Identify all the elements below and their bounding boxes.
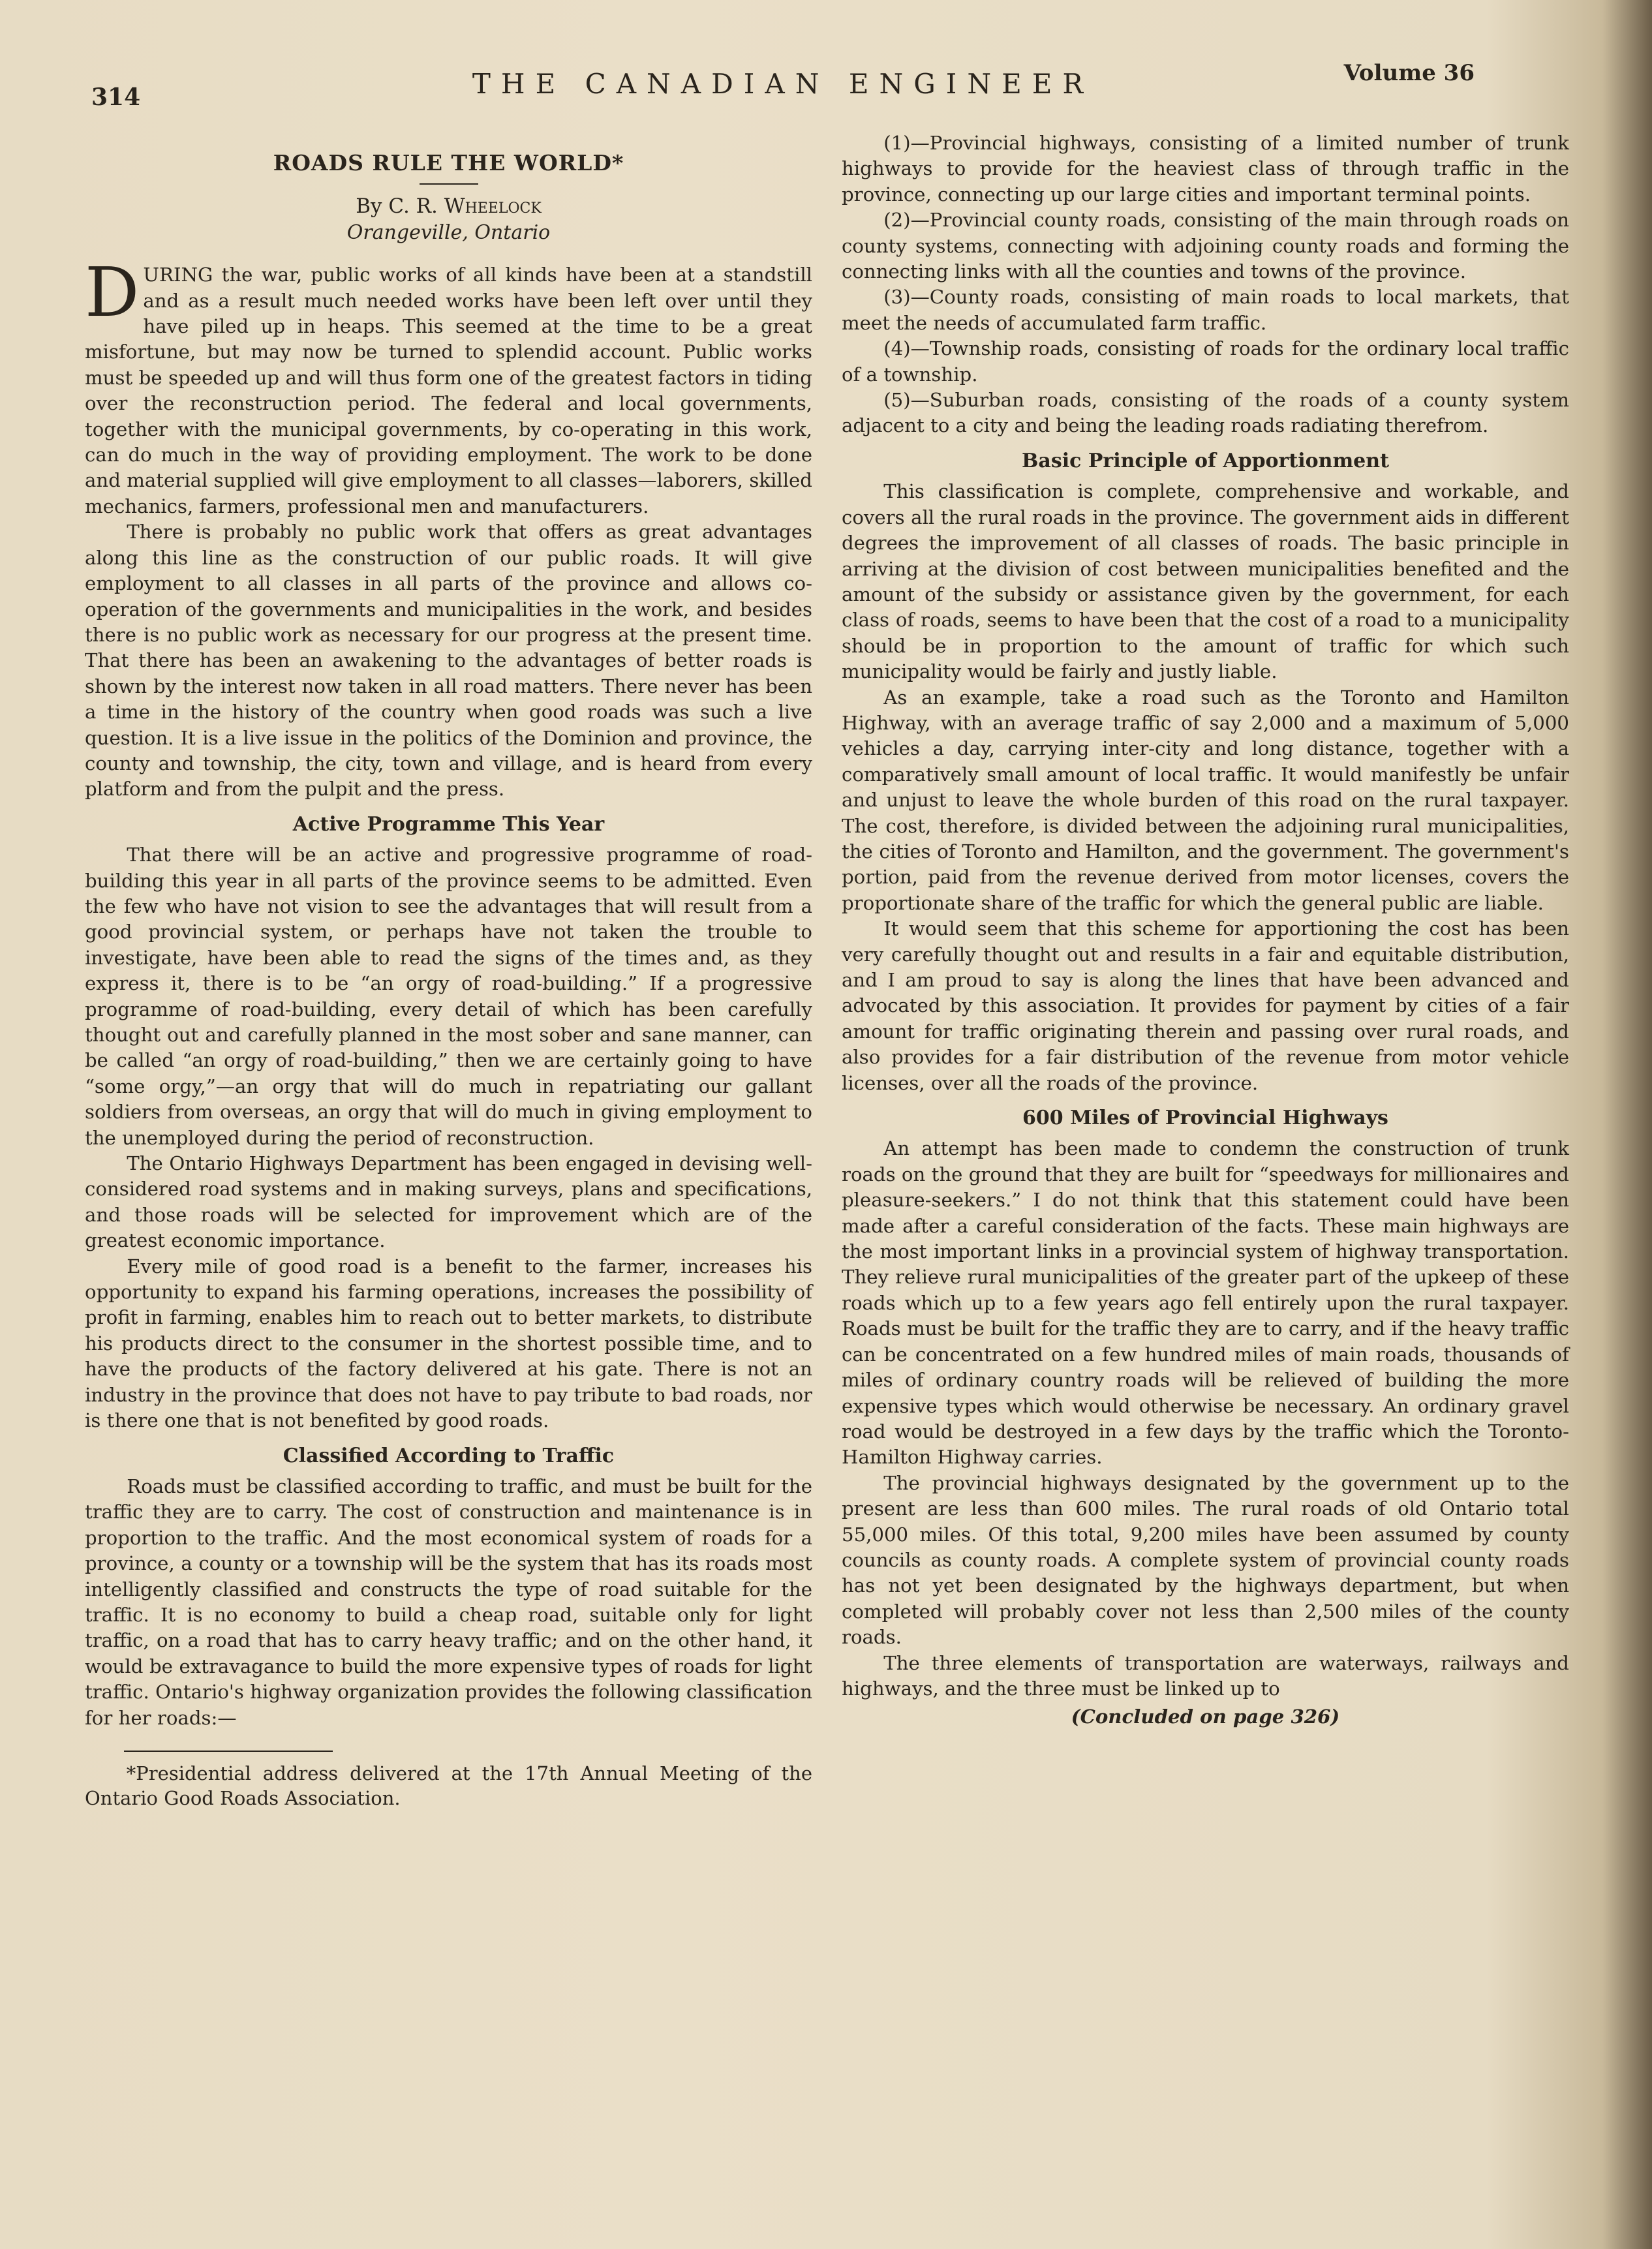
continuation-note: (Concluded on page 326) xyxy=(1071,1706,1340,1728)
page-header xyxy=(91,57,1475,110)
drop-cap: D xyxy=(85,252,140,333)
section-heading-600-miles: 600 Miles of Provincial Highways xyxy=(1022,1107,1388,1130)
section-heading-apportionment: Basic Principle of Apportionment xyxy=(1022,449,1389,472)
section1-paragraph-3: Every mile of good road is a benefit to the farmer, increases his opportunity to expand his farming operations, increases the possibility of profit in farming, enables him to reach out to better markets, to distribute his products direct to the consumer in the shortest possible time, and to have the products of the factory delivered at his gate. There is not an industry in the province that does not have to pay tribute to bad roads, nor is there one that is not benefited by good roads. xyxy=(85,1255,812,1432)
footnote: *Presidential address delivered at the 17th Annual Meeting of the Ontario Good Roads Association. xyxy=(85,1762,812,1809)
section1-paragraph-2: The Ontario Highways Department has been engaged in devising well-considered road systems and in making surveys, plans and specifications, and those roads will be selected for improvement which are of the greatest economic importance. xyxy=(85,1152,812,1252)
article-title: ROADS RULE THE WORLD* xyxy=(273,150,624,176)
title-rule xyxy=(420,183,478,185)
right-column xyxy=(842,130,1569,1730)
classification-item: (5)—Suburban roads, consisting of the roads of a county system adjacent to a city and being the leading roads radiating therefrom. xyxy=(842,389,1569,437)
left-column xyxy=(85,130,812,1811)
intro-paragraph-1 xyxy=(85,252,812,519)
section3-paragraph-1: This classification is complete, comprehensive and workable, and covers all the rural roads in the province. The government aids in different degrees the improvement of all classes of roads. The basic principle in arriving at the division of cost between municipalities benefited and the amount of the subsidy or assistance given by the government, for each class of roads, seems to have been that the cost of a road to a municipality should be in proportion to the amount of traffic for which such municipality would be fairly and justly liable. xyxy=(842,480,1569,683)
volume-label: Volume 36 xyxy=(1343,60,1475,86)
classification-item: (4)—Township roads, consisting of roads for the ordinary local traffic of a township. xyxy=(842,337,1569,386)
intro-text-1: URING the war, public works of all kinds have been at a standstill and as a result much needed works have been left over until they have piled up in heaps. This seemed at the time to be a great misfortune, but may now be turned to splendid account. Public works must be speeded up and will thus form one of the greatest factors in tiding over the reconstruction period. The federal and local governments, together with the municipal governments, by co-operating in this work, can do much in the way of providing employment. The work to be done and material supplied will give employment to all classes—laborers, skilled mechanics, farmers, professional men and manufacturers. xyxy=(85,264,812,517)
section3-paragraph-2: As an example, take a road such as the Toronto and Hamilton Highway, with an average traffic of say 2,000 and a maximum of 5,000 vehicles a day, carrying inter-city and long distance, together with a comparatively small amount of local traffic. It would manifestly be unfair and unjust to leave the whole burden of this road on the rural taxpayer. The cost, therefore, is divided between the adjoining rural municipalities, the cities of Toronto and Hamilton, and the government. The government's portion, paid from the revenue derived from motor licenses, covers the proportionate share of the traffic for which the general public are liable. xyxy=(842,686,1569,914)
page-number: 314 xyxy=(91,84,141,111)
section4-paragraph-3: The three elements of transportation are waterways, railways and highways, and the three must be linked up to xyxy=(842,1651,1569,1700)
journal-title: THE CANADIAN ENGINEER xyxy=(472,68,1094,100)
intro-paragraph-2: There is probably no public work that offers as great advantages along this line as the construction of our public roads. It will give employment to all classes in all parts of the province and allows co-operation of the governments and municipalities in the work, and besides there is no public work as necessary for our progress at the present time. That there has been an awakening to the advantages of better roads is shown by the interest now taken in all road matters. There never has been a time in the history of the country when good roads was such a live question. It is a live issue in the politics of the Dominion and province, the county and township, the city, town and village, and is heard from every platform and from the pulpit and the press. xyxy=(85,521,812,801)
classification-item: (3)—County roads, consisting of main roads to local markets, that meet the needs of accumulated farm traffic. xyxy=(842,286,1569,334)
byline xyxy=(85,194,812,219)
section1-paragraph-1: That there will be an active and progressive programme of road-building this year in all parts of the province seems to be admitted. Even the few who have not vision to see the advantages that will result from a good provincial system, or perhaps have not taken the trouble to investigate, have been able to read the signs of the times and, as they express it, there is to be “an orgy of road-building.” If a progressive programme of road-building, every detail of which has been carefully thought out and carefully planned in the most sober and sane manner, can be called “an orgy of road-building,” then we are certainly going to have “some orgy,”—an orgy that will do much in repatriating our gallant soldiers from overseas, an orgy that will do much in giving employment to the unemployed during the period of reconstruction. xyxy=(85,844,812,1149)
author-name: C. R. Wheelock xyxy=(388,194,542,219)
footnote-rule xyxy=(124,1751,333,1752)
section4-paragraph-1: An attempt has been made to condemn the construction of trunk roads on the ground that they are built for “speedways for millionaires and pleasure-seekers.” I do not think that this statement could have been made after a careful consideration of the facts. These main highways are the most important links in a provincial system of highway transportation. They relieve rural municipalities of the greater part of the upkeep of these roads which up to a few years ago fell entirely upon the rural taxpayer. Roads must be built for the traffic they are to carry, and if the heavy traffic can be concentrated on a few hundred miles of main roads, thousands of miles of ordinary country roads will be relieved of building the more expensive types which would otherwise be necessary. An ordinary gravel road would be destroyed in a few days by the traffic which the Toronto-Hamilton Highway carries. xyxy=(842,1137,1569,1469)
classification-item: (2)—Provincial county roads, consisting of the main through roads on county systems, connecting with adjoining county roads and forming the connecting links with all the counties and towns of the province. xyxy=(842,209,1569,283)
classification-item: (1)—Provincial highways, consisting of a limited number of trunk highways to provide for the heaviest class of through traffic in the province, connecting up our large cities and important terminal points. xyxy=(842,132,1569,206)
section3-paragraph-3: It would seem that this scheme for apportioning the cost has been very carefully thought out and results in a fair and equitable distribution, and I am proud to say is along the lines that have been advanced and advocated by this association. It provides for payment by cities of a fair amount for traffic originating therein and passing over rural roads, and also provides for a fair distribution of the revenue from motor vehicle licenses, over all the roads of the province. xyxy=(842,917,1569,1094)
author-place: Orangeville, Ontario xyxy=(346,221,551,244)
section4-paragraph-2: The provincial highways designated by the government up to the present are less than 600 miles. The rural roads of old Ontario total 55,000 miles. Of this total, 9,200 miles have been assumed by county councils as county roads. A complete system of provincial county roads has not yet been designated by the highways department, but when completed will probably cover not less than 2,500 miles of the county roads. xyxy=(842,1471,1569,1649)
byline-prefix: By xyxy=(356,194,382,219)
section2-paragraph-1: Roads must be classified according to traffic, and must be built for the traffic they are to carry. The cost of construction and maintenance is in proportion to the traffic. And the most economical system of roads for a province, a county or a township will be the system that has its roads most intelligently classified and constructs the type of road suitable for the traffic. It is no economy to build a cheap road, suitable only for light traffic, on a road that has to carry heavy traffic; and on the other hand, it would be extravagance to build the more expensive types of roads for light traffic. Ontario's highway organization provides the following classification for her roads:— xyxy=(85,1475,812,1729)
section-heading-classified: Classified According to Traffic xyxy=(283,1444,615,1467)
section-heading-active-programme: Active Programme This Year xyxy=(292,812,605,836)
